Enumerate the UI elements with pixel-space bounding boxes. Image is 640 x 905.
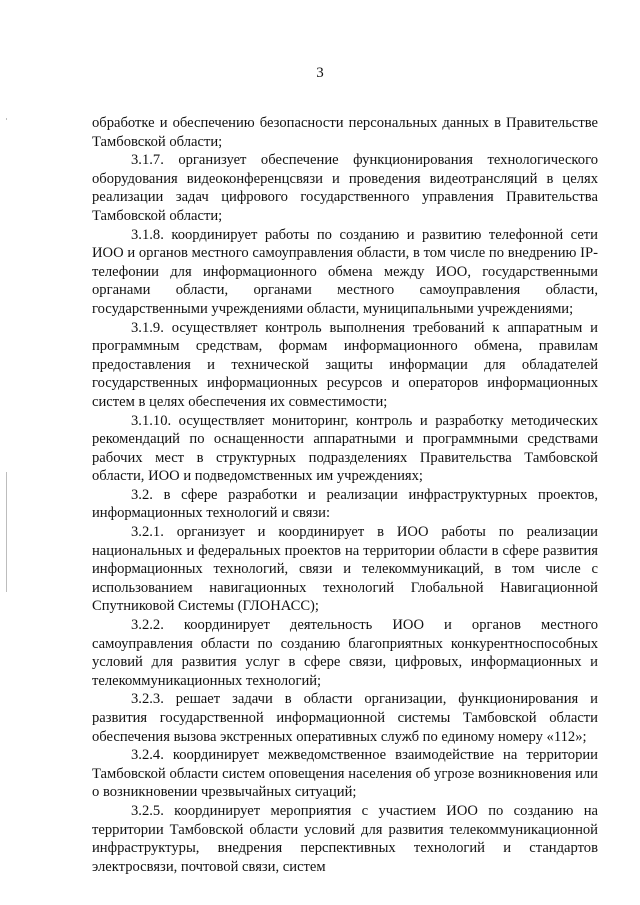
paragraph-3-2-1: 3.2.1. организует и координирует в ИОО работы по реализации национальных и федеральных проектов на территории области в сфере развития информационных технологий, связи и телекоммуникаций, в том числе с использованием навигационных технологий Глобальной Навигационной Спутниковой Системы (ГЛОНАСС); [92,524,598,615]
paragraph-3-2-3: 3.2.3. решает задачи в области организации, функционирования и развития государственной информационной системы Тамбовской области обеспечения вызова экстренных оперативных служб по единому номеру «112»; [92,691,598,745]
paragraph-3-2: 3.2. в сфере разработки и реализации инфраструктурных проектов, информационных технологий и связи: [92,486,598,522]
paragraph-3-2-5: 3.2.5. координирует мероприятия с участием ИОО по созданию на территории Тамбовской области условий для развития телекоммуникационной инфраструктуры, внедрения перспективных технологий и стандартов электросвязи, почтовой связи, систем [92,802,598,875]
document-body [92,114,598,876]
scan-margin-mark-lower [6,472,7,592]
paragraph-3-1-8: 3.1.8. координирует работы по созданию и развитию телефонной сети ИОО и органов местного самоуправления области, в том числе по внедрению IP-телефонии для информационного обмена между ИОО, государственными органами области, органами местного самоуправления области, государственными учреждениями области, муниципальными учреждениями; [92,226,598,317]
paragraph-continuation: обработке и обеспечению безопасности персональных данных в Правительстве Тамбовской области; [92,115,598,150]
paragraph-3-2-4: 3.2.4. координирует межведомственное взаимодействие на территории Тамбовской области систем оповещения населения об угрозе возникновения или о возникновении чрезвычайных ситуаций; [92,747,598,801]
scan-margin-mark-upper [6,118,7,120]
paragraph-3-1-9: 3.1.9. осуществляет контроль выполнения требований к аппаратным и программным средствам, формам информационного обмена, правилам предоставления и технической защиты информации для обладателей государственных информационных ресурсов и операторов информационных систем в целях обеспечения их совместимости; [92,319,598,410]
paragraph-3-2-2: 3.2.2. координирует деятельность ИОО и органов местного самоуправления области по созданию благоприятных конкурентноспособных условий для развития услуг в сфере связи, цифровых, информационных и телекоммуникационных технологий; [92,617,598,689]
paragraph-3-1-10: 3.1.10. осуществляет мониторинг, контроль и разработку методических рекомендаций по оснащенности аппаратными и программными средствами рабочих мест в структурных подразделениях Правительства Тамбовской области, ИОО и подведомственных им учреждениях; [92,412,598,485]
paragraph-3-1-7: 3.1.7. организует обеспечение функционирования технологического оборудования видеоконференцсвязи и проведения видеотрансляций в целях реализации задач цифрового государственного управления Правительства Тамбовской области; [92,152,598,224]
page-number: 3 [316,65,324,81]
